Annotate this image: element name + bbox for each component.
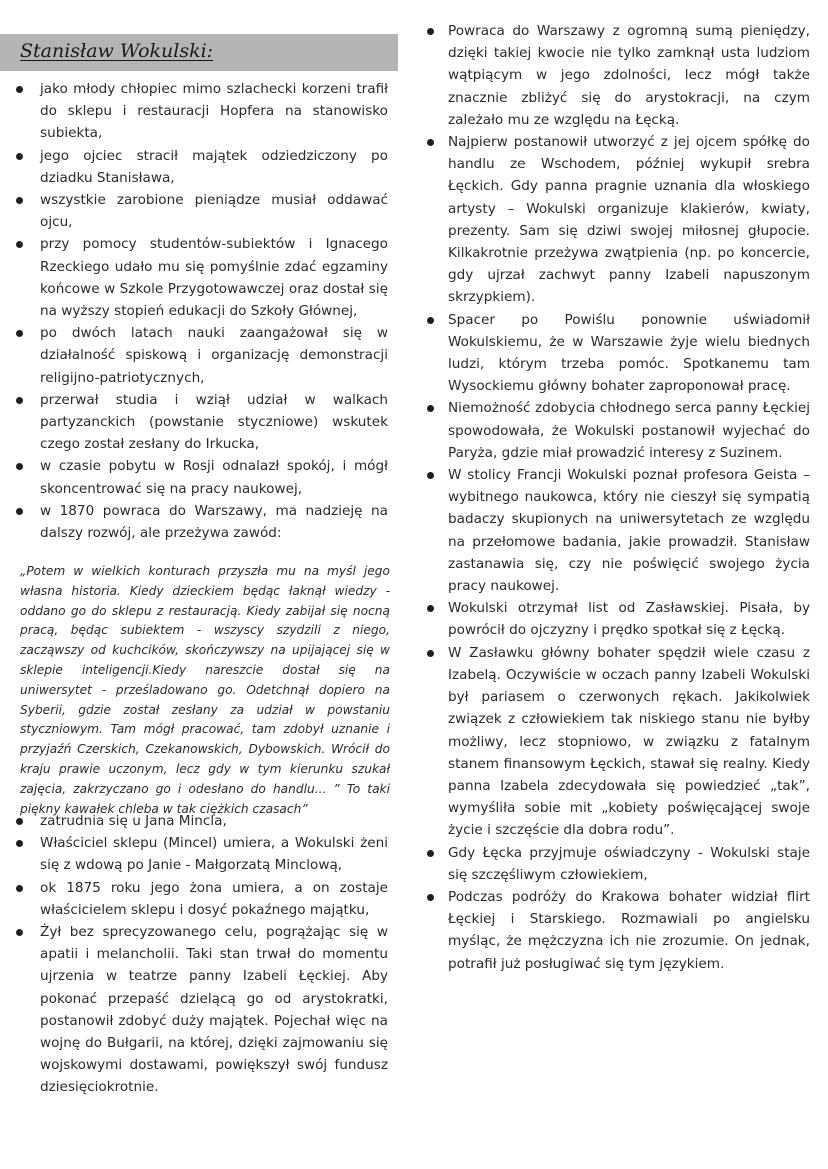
list-item: W stolicy Francji Wokulski poznał profesora Geista – wybitnego naukowca, który nie cieszył się sympatią badaczy skupionych na uniwersytetach ze względu na przełomowe badania, jakie prowadził. Stanisław zastanawia się, czy nie poświęcić swojego życia pracy naukowej. bbox=[422, 464, 810, 597]
page-title: Stanisław Wokulski: bbox=[20, 40, 214, 62]
list-item: wszystkie zarobione pieniądze musiał oddawać ojcu, bbox=[0, 189, 388, 233]
list-item: Powraca do Warszawy z ogromną sumą pieniędzy, dzięki takiej kwocie nie tylko zamknął usta ludziom wątpiącym w jego zdolności, lecz mógł także znacznie zbliżyć się do arystokracji, na czym zależało mu ze względu na Łęcką. bbox=[422, 20, 810, 131]
list-item: po dwóch latach nauki zaangażował się w działalność spiskową i organizację demonstracji religijno-patriotycznych, bbox=[0, 322, 388, 389]
list-item: przy pomocy studentów-subiektów i Ignacego Rzeckiego udało mu się pomyślnie zdać egzaminy końcowe w Szkole Przygotowawczej oraz dostał się na wyższy stopień edukacji do Szkoły Głównej, bbox=[0, 233, 388, 322]
list-item: zatrudnia się u Jana Mincla, bbox=[0, 810, 388, 832]
left-list-bottom bbox=[0, 810, 388, 1099]
list-item: Właściciel sklepu (Mincel) umiera, a Wokulski żeni się z wdową po Janie - Małgorzatą Minclową, bbox=[0, 832, 388, 876]
list-item: Wokulski otrzymał list od Zasławskiej. Pisała, by powrócił do ojczyzny i prędko spotkał się z Łęcką. bbox=[422, 597, 810, 641]
list-item: W Zasławku główny bohater spędził wiele czasu z Izabelą. Oczywiście w oczach panny Izabeli Wokulski był pariasem o czerwonych rękach. Jakikolwiek związek z człowiekiem tak niskiego stanu nie byłby możliwy, lecz stopniowo, w związku z fatalnym stanem finansowym Łęckich, stawał się realny. Kiedy panna Izabela zdecydowała się powiedzieć „tak”, wymyśliła sobie mit „kobiety poświęcającej swoje życie i szczęście dla dobra rodu”. bbox=[422, 642, 810, 842]
list-item: Gdy Łęcka przyjmuje oświadczyny - Wokulski staje się szczęśliwym człowiekiem, bbox=[422, 842, 810, 886]
left-list-top bbox=[0, 78, 388, 544]
list-item: jako młody chłopiec mimo szlachecki korzeni trafił do sklepu i restauracji Hopfera na stanowisko subiekta, bbox=[0, 78, 388, 145]
list-item: Niemożność zdobycia chłodnego serca panny Łęckiej spowodowała, że Wokulski postanowił wyjechać do Paryża, gdzie miał prowadzić interesy z Suzinem. bbox=[422, 397, 810, 464]
list-item: przerwał studia i wziął udział w walkach partyzanckich (powstanie styczniowe) wskutek czego został zesłany do Irkucka, bbox=[0, 389, 388, 456]
list-item: jego ojciec stracił majątek odziedziczony po dziadku Stanisława, bbox=[0, 145, 388, 189]
list-item: Najpierw postanowił utworzyć z jej ojcem spółkę do handlu ze Wschodem, później wykupił srebra Łęckich. Gdy panna pragnie uznania dla włoskiego artysty – Wokulski organizuje klakierów, kwiaty, prezenty. Sam się dziwi swojej miłosnej głupocie. Kilkakrotnie przeżywa zwątpienia (np. po koncercie, gdy ujrzał zachwyt panny Izabeli napuszonym skrzypkiem). bbox=[422, 131, 810, 309]
right-column bbox=[422, 20, 810, 975]
list-item: Podczas podróży do Krakowa bohater widział flirt Łęckiej i Starskiego. Rozmawiali po angielsku myśląc, że mężczyzna ich nie zrozumie. On jednak, potrafił już posługiwać się tym językiem. bbox=[422, 886, 810, 975]
list-item: w czasie pobytu w Rosji odnalazł spokój, i mógł skoncentrować się na pracy naukowej, bbox=[0, 455, 388, 499]
list-item: Spacer po Powiślu ponownie uświadomił Wokulskiemu, że w Warszawie żyje wielu biednych ludzi, którym trzeba pomóc. Spotkanemu tam Wysockiemu główny bohater zaproponował pracę. bbox=[422, 309, 810, 398]
list-item: w 1870 powraca do Warszawy, ma nadzieję na dalszy rozwój, ale przeżywa zawód: bbox=[0, 500, 388, 544]
list-item: ok 1875 roku jego żona umiera, a on zostaje właścicielem sklepu i dosyć pokaźnego majątku, bbox=[0, 877, 388, 921]
right-list bbox=[422, 20, 810, 975]
quote-block: „Potem w wielkich konturach przyszła mu na myśl jego własna historia. Kiedy dzieckiem będąc łaknął wiedzy - oddano go do sklepu z restauracją. Kiedy zabijał się nocną pracą, będąc subiektem - wszyscy szydzili z niego, zacząwszy od kuchcików, skończywszy na upijającej się w sklepie inteligencji.Kiedy nareszcie dostał się na uniwersytet - prześladowano go. Odetchnął dopiero na Syberii, gdzie został zesłany za udział w powstaniu styczniowym. Tam mógł pracować, tam zdobył uznanie i przyjaźń Czerskich, Czekanowskich, Dybowskich. Wrócił do kraju prawie uczonym, lecz gdy w tym kierunku szukał zajęcia, zakrzyczano go i odesłano do handlu... ” To taki piękny kawałek chleba w tak ciężkich czasach” bbox=[20, 564, 390, 816]
title-bar bbox=[0, 34, 398, 71]
list-item: Żył bez sprecyzowanego celu, pogrążając się w apatii i melancholii. Taki stan trwał do momentu ujrzenia w teatrze panny Izabeli Łęckiej. Aby pokonać przepaść dzielącą go od arystokratki, postanowił zdobyć duży majątek. Pojechał więc na wojnę do Bułgarii, na której, dzięki zajmowaniu się wojskowymi dostawami, powiększył swój fundusz dziesięciokrotnie. bbox=[0, 921, 388, 1099]
